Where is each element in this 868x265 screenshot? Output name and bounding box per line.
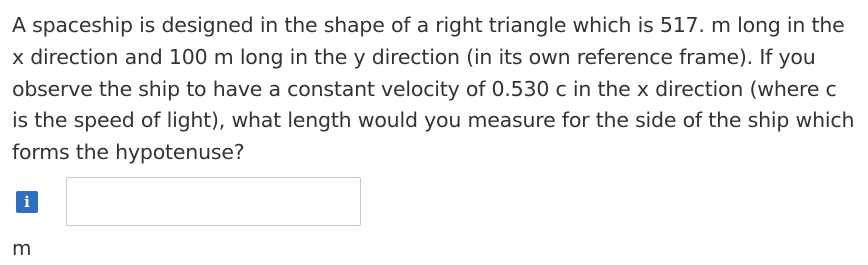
question-text: A spaceship is designed in the shape of a right triangle which is 517. m long in the x direction and 100 m long in the y direction (in its own reference frame). If you observe the ship to have a constant velocity of 0.530 c in the x direction (where c is the speed of light), what length would you measure for the side of the ship which forms the hypotenuse? <box>12 13 855 165</box>
info-icon-glyph: i <box>24 192 30 211</box>
unit-label: m <box>12 236 32 260</box>
info-icon[interactable] <box>16 191 38 213</box>
answer-input[interactable] <box>66 177 361 226</box>
